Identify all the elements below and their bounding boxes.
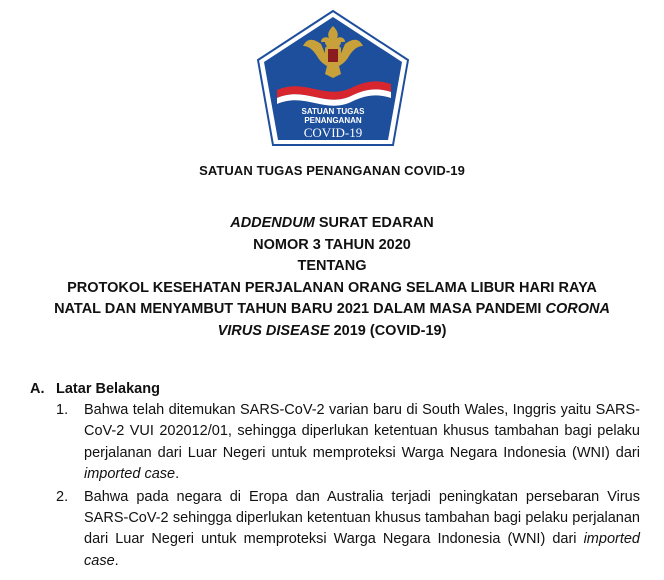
covid19-task-force-logo bbox=[255, 8, 411, 148]
list-item-text: Bahwa telah ditemukan SARS-CoV-2 varian baru di South Wales, Inggris yaitu SARS-CoV-2 VUI 202012/01, sehingga diperlukan ketentuan khusus tambahan bagi pelaku perjalanan dari Luar Negeri untuk memproteksi Warga Negara Indonesia (WNI) dari bbox=[84, 402, 640, 461]
section-title bbox=[30, 379, 640, 400]
heading-line-6-italic: VIRUS DISEASE bbox=[217, 322, 330, 339]
heading-surat-edaran: SURAT EDARAN bbox=[314, 215, 434, 231]
document-heading bbox=[0, 213, 664, 342]
list-item bbox=[30, 487, 640, 572]
section-letter: A. bbox=[30, 381, 45, 397]
heading-line-6-text: 2019 (COVID-19) bbox=[329, 322, 447, 339]
list-item-number: 1. bbox=[56, 402, 69, 419]
heading-line-5-italic: CORONA bbox=[545, 301, 610, 317]
list-item-italic: imported case bbox=[84, 465, 176, 482]
background-list bbox=[30, 400, 640, 572]
heading-line-3: TENTANG bbox=[297, 258, 367, 274]
organization-title: SATUAN TUGAS PENANGANAN COVID-19 bbox=[199, 163, 465, 178]
list-item-number: 2. bbox=[56, 489, 69, 506]
logo-text-line3: COVID-19 bbox=[303, 125, 363, 140]
list-item bbox=[30, 400, 640, 485]
heading-addendum: ADDENDUM bbox=[230, 215, 315, 231]
section-title-text: Latar Belakang bbox=[56, 381, 160, 397]
logo-text-line2: PENANGANAN bbox=[304, 116, 362, 125]
heading-line-6 bbox=[0, 321, 664, 343]
heading-line-5 bbox=[0, 299, 664, 321]
heading-line-2: NOMOR 3 TAHUN 2020 bbox=[253, 236, 411, 253]
heading-line-4: PROTOKOL KESEHATAN PERJALANAN ORANG SELAMA LIBUR HARI RAYA bbox=[67, 279, 597, 296]
heading-line-1 bbox=[0, 213, 664, 235]
list-item-text: Bahwa pada negara di Eropa dan Australia terjadi peningkatan persebaran Virus SARS-CoV-2 sehingga diperlukan ketentuan khusus tambahan bagi pelaku perjalanan dari Luar Negeri untuk memproteksi Warga Negara Indonesia (WNI) dari bbox=[84, 489, 640, 548]
heading-line-5-text: NATAL DAN MENYAMBUT TAHUN BARU 2021 DALAM MASA PANDEMI bbox=[54, 301, 546, 317]
logo-text-line1: SATUAN TUGAS bbox=[301, 107, 365, 116]
list-item-italic: imported case bbox=[84, 531, 640, 569]
list-item-end: . bbox=[175, 465, 180, 482]
section-latar-belakang bbox=[30, 379, 640, 574]
list-item-end: . bbox=[114, 552, 119, 569]
